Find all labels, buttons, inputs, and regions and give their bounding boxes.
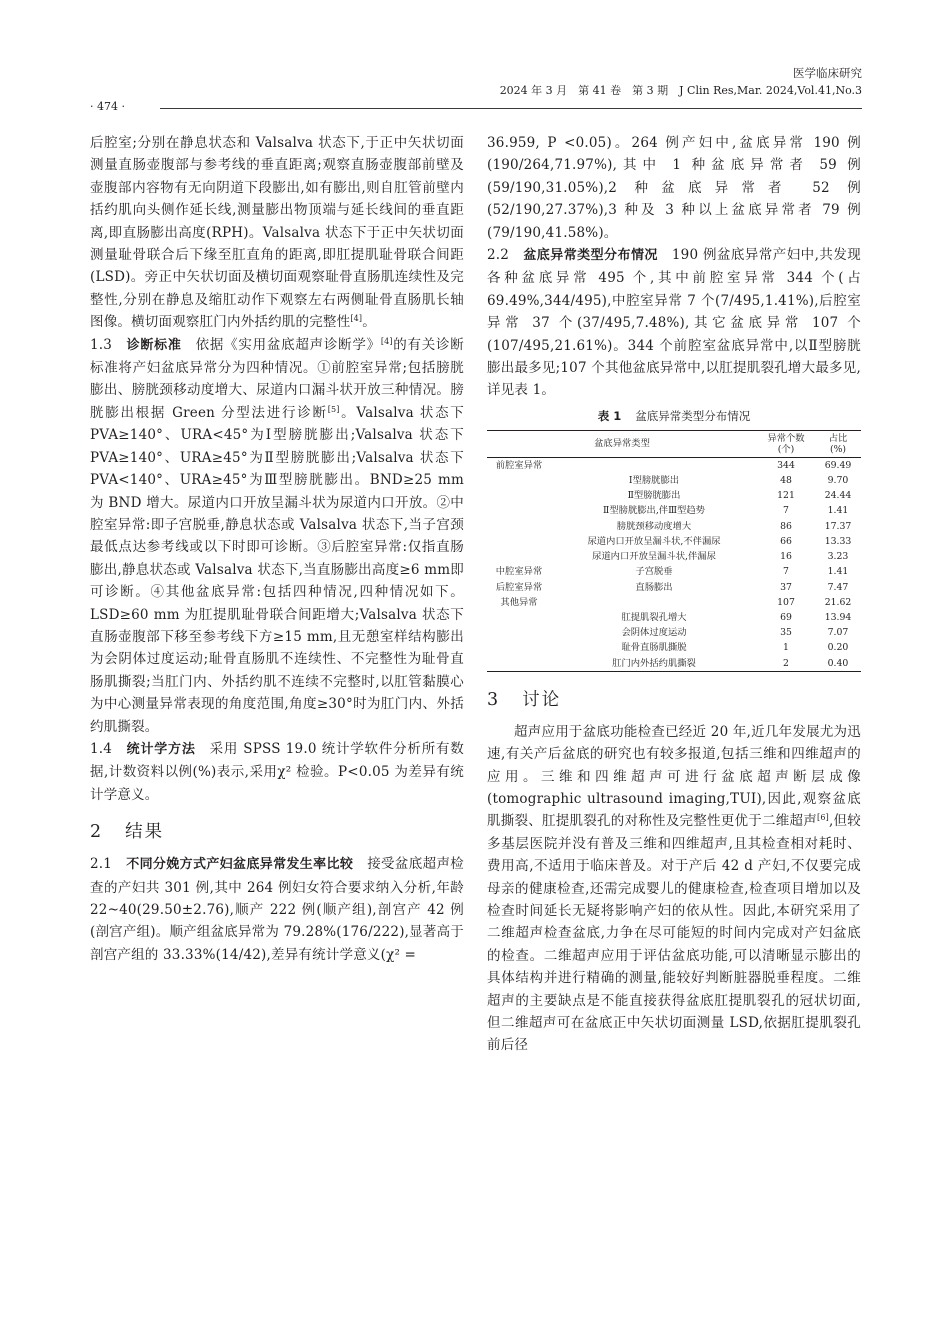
row-group: [487, 488, 551, 503]
row-group: 其他异常: [500, 596, 538, 608]
row-pct: 69.49: [824, 459, 852, 471]
section-number: 3: [487, 689, 501, 710]
row-group: [487, 473, 551, 488]
subsection-number: 2.2: [487, 247, 510, 264]
table-title: 盆底异常类型分布情况: [635, 408, 751, 423]
subsection-number: 1.4: [90, 740, 113, 757]
paragraph-text: ,但较多基层医院并没有普及三维和四维超声,且其检查相对耗时、费用高,不适用于临床普及。对于产后 42 d 产妇,不仅要完成母亲的健康检查,还需完成婴儿的健康检查,检查项目增加以及检查时间延长无疑将影响产妇的依从性。因此,本研究采用了二维超声检查盆底,力争在尽可能短的时间内完成对产妇盆底的检查。二维超声应用于评估盆底功能,可以清晰显示膨出的具体结构并进行精确的测量,能较好判断脏器脱垂程度。二维超声的主要缺点是不能直接获得盆底肛提肌裂孔的冠状切面,但二维超声可在盆底正中矢状切面测量 LSD,依据肛提肌裂孔前后径: [487, 813, 861, 1054]
table-row: [487, 534, 861, 549]
row-group: 后腔室异常: [495, 581, 543, 593]
section-2-1: [90, 853, 464, 966]
row-count: 37: [780, 581, 792, 593]
row-pct: 13.94: [824, 611, 852, 623]
section-number: 2: [90, 822, 104, 843]
row-item: 子宫脱垂: [635, 566, 673, 578]
row-pct: 0.20: [827, 642, 849, 654]
section-1-3: [90, 334, 464, 738]
paragraph-text: 接受盆底超声检查的产妇共 301 例,其中 264 例妇女符合要求纳入分析,年龄 22~40(29.50±2.76),顺产 222 例(顺产组),剖宫产 42 例(剖宫产组)。顺产组盆底异常为 79.28%(176/222),显著高于剖宫产组的 33.33%(14/42),差异有统计学意义(χ² =: [90, 856, 464, 963]
issue-line: 2024 年 3 月 第 41 卷 第 3 期 J Clin Res,Mar. 2024,Vol.41,No.3: [499, 84, 862, 97]
row-group: [487, 549, 551, 564]
row-count: 7: [783, 566, 789, 578]
row-count: 35: [780, 627, 792, 639]
row-pct: 3.23: [827, 551, 849, 563]
row-item: [551, 457, 757, 473]
paragraph-text: 的有关诊断标准将产妇盆底异常分为四种情况。①前腔室异常;包括膀胱膨出、膀胱颈移动度增大、尿道内口漏斗状开放三种情况。膀胱膨出根据 Green 分型法进行诊断: [90, 336, 464, 421]
subsection-number: 1.3: [90, 336, 113, 353]
paragraph-text: 依据《实用盆底超声诊断学》: [195, 336, 381, 353]
header-rule: [160, 108, 862, 109]
row-group: 前腔室异常: [495, 459, 543, 471]
row-group: [487, 519, 551, 534]
table-row: [487, 473, 861, 488]
subsection-title: 不同分娩方式产妇盆底异常发生率比较: [126, 857, 354, 873]
row-item: 肛门内外括约肌撕裂: [551, 656, 757, 672]
header-pct: 占比 (%): [815, 430, 861, 457]
abnormality-table: [487, 430, 861, 672]
row-item: Ⅱ型膀胱膨出,伴Ⅲ型趋势: [603, 505, 705, 517]
table-row: [487, 503, 861, 518]
paragraph-text: 采用 SPSS 19.0 统计学软件分析所有数据,计数资料以例(%)表示,采用χ² 检验。P<0.05 为差异有统计学意义。: [90, 740, 464, 803]
paragraph-results-cont: 36.959, P <0.05)。264 例产妇中,盆底异常 190 例(190/264,71.97%),其中 1 种盆底异常者 59 例(59/190,31.05%),2 种盆底异常者 52 例(52/190,27.37%),3 种及 3 种以上盆底异常者 79 例(79/190,41.58%)。: [487, 135, 861, 241]
row-item: Ⅱ型膀胱膨出: [627, 490, 681, 502]
row-count: 69: [780, 611, 792, 623]
row-item: 尿道内口开放呈漏斗状,不伴漏尿: [587, 535, 721, 547]
paragraph-text: 。Valsalva 状态下 PVA≥140°、URA<45°为Ⅰ型膀胱膨出;Valsalva 状态下 PVA≥140°、URA≥45°为Ⅱ型膀胱膨出;Valsalva 状态下 PVA<140°、URA≥45°为Ⅲ型膀胱膨出。BND≥25 mm 为 BND 增大。尿道内口开放呈漏斗状为尿道内口开放。②中腔室异常:即子宫脱垂,静息状态或 Valsalva 状态下,当子宫颈最低点达参考线或以下时即可诊断。③后腔室异常:仅指直肠膨出,静息状态或 Valsalva 状态下,当直肠膨出高度≥6 mm即可诊断。④其他盆底异常:包括四种情况,四种情况如下。LSD≥60 mm 为肛提肌耻骨联合间距增大;Valsalva 状态下直肠壶腹部下移至参考线下方≥15 mm,且无憩室样结构膨出为会阴体过度运动;耻骨直肠肌不连续性、不完整性为耻骨直肠肌撕裂;当肛门内、外括约肌不连续不完整时,以肛管黏膜心为中心测量异常表现的角度范围,角度≥30°时为肛门内、外括约肌撕裂。: [90, 404, 464, 735]
row-item: 肛提肌裂孔增大: [621, 611, 687, 623]
citation: [5]: [327, 404, 340, 414]
table-row: [487, 488, 861, 503]
subsection-title: 盆底异常类型分布情况: [523, 248, 658, 264]
left-column: [90, 132, 464, 966]
row-pct: 21.62: [824, 596, 852, 608]
row-count: 1: [783, 642, 789, 654]
table-row: [487, 640, 861, 655]
row-item: 会阴体过度运动: [621, 627, 687, 639]
table-row: [487, 519, 861, 534]
row-count: 16: [780, 551, 792, 563]
header-type: 盆底异常类型: [487, 430, 757, 457]
section-title: 结果: [125, 822, 165, 843]
row-count: 107: [777, 596, 795, 608]
row-item: 膀胱颈移动度增大: [616, 520, 692, 532]
running-header: [500, 64, 862, 100]
paragraph-discussion: [487, 721, 861, 1057]
table-row: [487, 564, 861, 579]
row-count: 344: [777, 459, 795, 471]
citation: [4]: [380, 336, 393, 346]
section-3-heading: [487, 686, 861, 711]
section-2-heading: [90, 818, 464, 843]
subsection-title: 诊断标准: [126, 337, 182, 353]
table-header-row: [487, 430, 861, 457]
row-pct: 7.07: [827, 627, 849, 639]
row-count: 7: [783, 505, 789, 517]
row-group: [487, 640, 551, 655]
row-item: [551, 595, 757, 610]
table-row: [487, 580, 861, 595]
row-group: [487, 534, 551, 549]
row-pct: 13.33: [824, 535, 852, 547]
row-group: [487, 625, 551, 640]
row-group: [487, 656, 551, 672]
row-count: 48: [780, 475, 792, 487]
table-row: [487, 625, 861, 640]
table-label: 表 1: [597, 408, 622, 423]
row-count: 121: [777, 490, 795, 502]
section-title: 讨论: [522, 689, 562, 710]
paragraph-text: 。: [362, 314, 376, 331]
row-item: 尿道内口开放呈漏斗状,伴漏尿: [592, 551, 716, 563]
row-pct: 7.47: [827, 581, 849, 593]
table-row: [487, 549, 861, 564]
right-column: [487, 132, 861, 1057]
paragraph-text: 后腔室;分别在静息状态和 Valsalva 状态下,于正中矢状切面测量直肠壶腹部与参考线的垂直距离;观察直肠壶腹部前壁及壶腹部内容物有无向阴道下段膨出,如有膨出,则自肛管前壁内括约肌向头侧作延长线,测量膨出物顶端与延长线间的垂直距离,即直肠膨出高度(RPH)。Valsalva 状态下于正中矢状切面测量耻骨联合后下缘至肛直角的距离,即肛提肌耻骨联合间距(LSD)。旁正中矢状切面及横切面观察耻骨直肠肌连续性及完整性,分别在静息及缩肛动作下观察左右两侧耻骨直肠肌长轴图像。横切面观察肛门内外括约肌的完整性: [90, 135, 464, 331]
citation: [6]: [817, 813, 829, 823]
row-count: 2: [757, 656, 815, 672]
row-group: [487, 503, 551, 518]
page-number: · 474 ·: [90, 100, 125, 113]
header-count: 异常个数 (个): [757, 430, 815, 457]
paragraph-text: 190 例盆底异常产妇中,共发现各种盆底异常 495 个,其中前腔室异常 344 个(占 69.49%,344/495),中腔室异常 7 个(7/495,1.41%),后腔室异常 37 个(37/495,7.48%),其它盆底异常 107 个(107/495,21.61%)。344 个前腔室盆底异常中,以Ⅱ型膀胱膨出最多见;107 个其他盆底异常中,以肛提肌裂孔增大最多见,详见表 1。: [487, 247, 861, 399]
journal-name: 医学临床研究: [793, 66, 862, 80]
row-pct: 1.41: [827, 566, 849, 578]
row-pct: 9.70: [827, 475, 849, 487]
row-count: 66: [780, 535, 792, 547]
row-pct: 1.41: [827, 505, 849, 517]
table-row: [487, 656, 861, 672]
row-count: 86: [780, 520, 792, 532]
table-row: [487, 595, 861, 610]
section-2-2: [487, 244, 861, 402]
row-pct: 17.37: [824, 520, 852, 532]
section-1-4: [90, 738, 464, 806]
row-item: 耻骨直肠肌撕脱: [621, 642, 687, 654]
subsection-title: 统计学方法: [126, 741, 196, 757]
table-row: [487, 457, 861, 473]
table-caption: [487, 408, 861, 424]
row-item: 直肠膨出: [635, 581, 673, 593]
row-group: 中腔室异常: [495, 566, 543, 578]
citation: [4]: [350, 314, 363, 324]
row-pct: 0.40: [815, 656, 861, 672]
row-item: Ⅰ型膀胱膨出: [628, 475, 680, 487]
paragraph-methods-cont: [90, 132, 464, 334]
row-pct: 24.44: [824, 490, 852, 502]
paragraph-text: 超声应用于盆底功能检查已经近 20 年,近几年发展尤为迅速,有关产后盆底的研究也有较多报道,包括三维和四维超声的应用。三维和四维超声可进行盆底超声断层成像(tomographic ultrasound imaging,TUI),因此,观察盆底肌撕裂、肛提肌裂孔的对称性及完整性更优于二维超声: [487, 723, 861, 830]
subsection-number: 2.1: [90, 856, 113, 873]
table-row: [487, 610, 861, 625]
row-group: [487, 610, 551, 625]
